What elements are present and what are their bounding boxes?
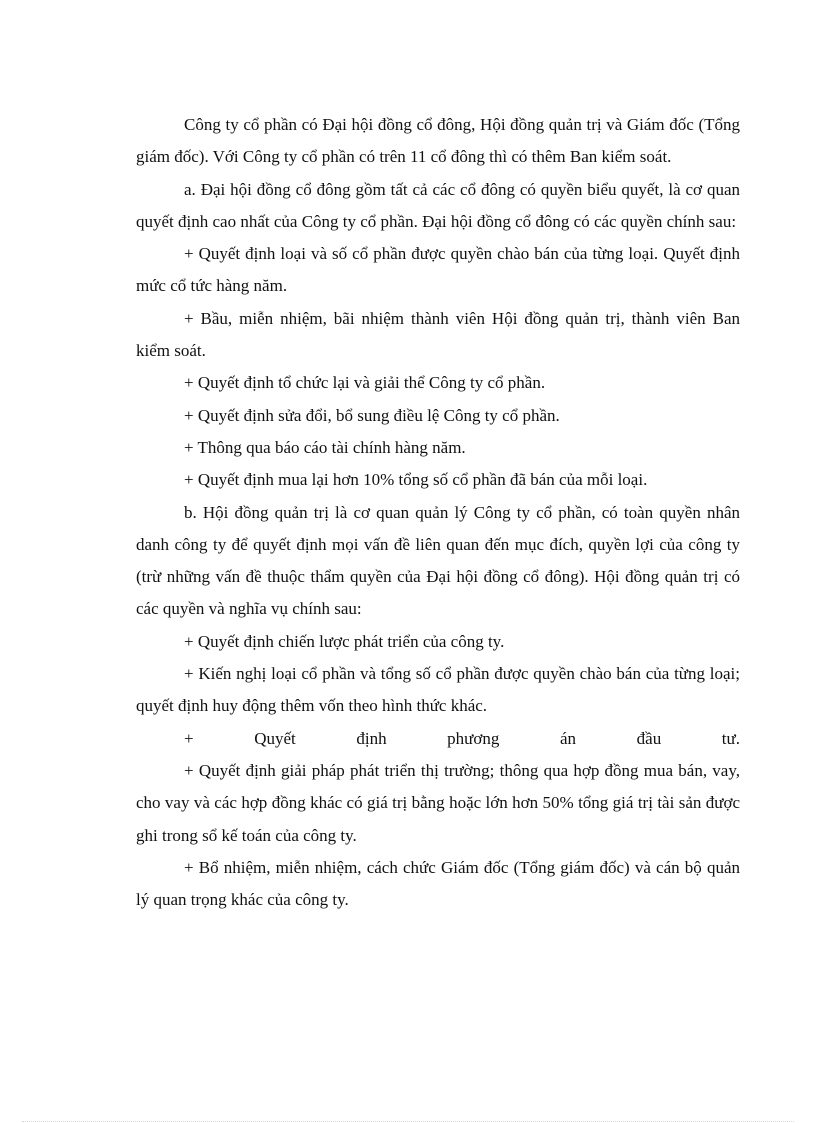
list-item: + Quyết định phương án đầu tư. [184,728,740,748]
paragraph-section-a: a. Đại hội đồng cổ đông gồm tất cả các cổ đông có quyền biểu quyết, là cơ quan quyết định cao nhất của Công ty cổ phần. Đại hội đồng cổ đông có các quyền chính sau: [136,179,740,231]
list-item: + Quyết định tổ chức lại và giải thể Công ty cổ phần. [184,373,546,393]
list-item: + Quyết định mua lại hơn 10% tổng số cổ phần đã bán của mỗi loại. [184,470,648,490]
paragraph-intro: Công ty cổ phần có Đại hội đồng cổ đông, Hội đồng quản trị và Giám đốc (Tổng giám đốc). Với Công ty cổ phần có trên 11 cổ đông thì có thêm Ban kiểm soát. [136,115,740,167]
list-item: + Kiến nghị loại cổ phần và tổng số cổ phần được quyền chào bán của từng loại; quyết định huy động thêm vốn theo hình thức khác. [136,664,740,716]
list-item: + Quyết định chiến lược phát triển của công ty. [184,631,505,651]
list-item: + Quyết định loại và số cổ phần được quyền chào bán của từng loại. Quyết định mức cổ tức hàng năm. [136,244,740,296]
page-bottom-divider [22,1121,794,1122]
list-item: + Quyết định sửa đổi, bổ sung điều lệ Công ty cổ phần. [184,405,560,425]
document-body [136,109,740,916]
paragraph-section-b: b. Hội đồng quản trị là cơ quan quản lý Công ty cổ phần, có toàn quyền nhân danh công ty để quyết định mọi vấn đề liên quan đến mục đích, quyền lợi của công ty (trừ những vấn đề thuộc thẩm quyền của Đại hội đồng cổ đông). Hội đồng quản trị có các quyền và nghĩa vụ chính sau: [136,502,740,619]
list-item: + Quyết định giải pháp phát triển thị trường; thông qua hợp đồng mua bán, vay, cho vay và các hợp đồng khác có giá trị bằng hoặc lớn hơn 50% tổng giá trị tài sản được ghi trong sổ kế toán của công ty. [136,760,740,845]
list-item: + Bầu, miễn nhiệm, bãi nhiệm thành viên Hội đồng quản trị, thành viên Ban kiểm soát. [136,308,740,361]
list-item: + Thông qua báo cáo tài chính hàng năm. [184,437,466,457]
list-item: + Bổ nhiệm, miễn nhiệm, cách chức Giám đốc (Tổng giám đốc) và cán bộ quản lý quan trọng khác của công ty. [136,857,740,910]
